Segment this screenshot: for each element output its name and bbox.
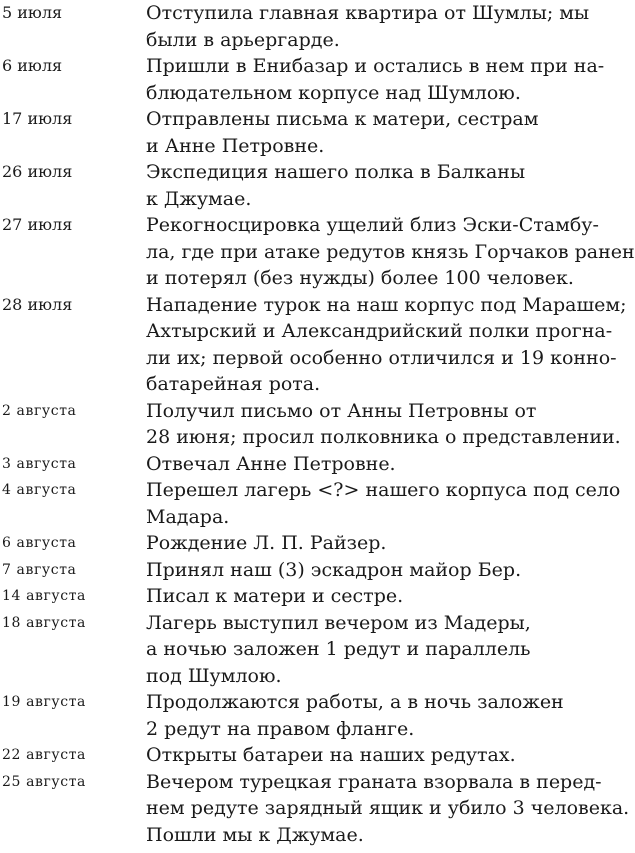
entry-text <box>146 159 582 212</box>
entry-text-line: Отступила главная квартира от Шумлы; мы <box>146 2 590 24</box>
entry-text-line: Лагерь выступил вечером из Мадеры, <box>146 611 531 634</box>
entry-date: 27 июля <box>2 215 73 234</box>
entry-text-line: были в арьергарде. <box>146 28 340 51</box>
entry-date: 22 августа <box>2 747 86 763</box>
entry-text-line: батарейная рота. <box>146 373 321 395</box>
entry-date: 17 июля <box>2 109 73 128</box>
entry-date: 25 августа <box>2 773 86 790</box>
entry-date: 5 июля <box>2 3 63 22</box>
entry-text-line: Пришли в Енибазар и остались в нем при на- <box>146 55 605 77</box>
entry-text <box>146 212 635 292</box>
entry-date: 14 августа <box>2 588 86 604</box>
entry-text <box>146 530 582 557</box>
entry-text-line: Нападение турок на наш корпус под Марашем; <box>146 293 627 316</box>
entry-text <box>146 742 582 769</box>
entry-text <box>146 689 582 742</box>
entry-text-line: ли их; первой особенно отличился и 19 конно- <box>146 346 617 369</box>
entry-date: 2 августа <box>2 402 77 419</box>
entry-date: 3 августа <box>2 455 77 472</box>
entry-text-line: Открыты батареи на наших редутах. <box>146 744 516 766</box>
entry-text-line: к Джумае. <box>146 187 252 210</box>
entry-text <box>146 610 582 690</box>
entry-text <box>146 451 582 478</box>
entry-text-line: ла, где при атаке редутов князь Горчаков ранен <box>146 240 635 263</box>
entry-text-line: Рекогносцировка ущелий близ Эски-Стамбу- <box>146 214 599 236</box>
entry-text-line: Экспедиция нашего полка в Балканы <box>146 161 526 183</box>
entry-text <box>146 53 605 106</box>
entry-text-line: блюдательном корпусе над Шумлою. <box>146 81 521 104</box>
entry-text <box>146 0 590 53</box>
entry-text-line: под Шумлою. <box>146 664 282 687</box>
entry-text-line: Отвечал Анне Петровне. <box>146 452 396 475</box>
entry-date: 6 августа <box>2 535 77 551</box>
entry-date: 28 июля <box>2 294 73 314</box>
entry-text <box>146 557 582 584</box>
entry-text <box>146 477 621 530</box>
entry-text <box>146 398 621 451</box>
entry-text-line: Вечером турецкая граната взорвала в перед- <box>146 770 602 793</box>
entry-text-line: Пошли мы к Джумае. <box>146 823 364 846</box>
entry-date: 6 июля <box>2 56 63 75</box>
entry-text-line: а ночью заложен 1 редут и параллель <box>146 638 531 660</box>
entry-date: 4 августа <box>2 482 77 498</box>
entry-text-line: 28 июня; просил полковника о представлении. <box>146 426 621 448</box>
entry-date: 7 августа <box>2 561 77 578</box>
entry-text <box>146 769 630 849</box>
entry-text <box>146 292 627 398</box>
entry-text-line: Продолжаются работы, а в ночь заложен <box>146 691 564 713</box>
entry-text-line: Перешел лагерь <?> нашего корпуса под село <box>146 479 621 501</box>
entry-text-line: и Анне Петровне. <box>146 134 325 157</box>
entry-date: 26 июля <box>2 162 73 181</box>
entry-text-line: Принял наш (3) эскадрон майор Бер. <box>146 558 522 581</box>
entry-text-line: и потерял (без нужды) более 100 человек. <box>146 267 574 289</box>
entry-text-line: Отправлены письма к матери, сестрам <box>146 108 539 130</box>
entry-text-line: 2 редут на правом фланге. <box>146 717 415 740</box>
entry-text-line: Мадара. <box>146 505 230 528</box>
entry-date: 18 августа <box>2 614 86 631</box>
entry-text-line: Писал к матери и сестре. <box>146 585 404 607</box>
entry-text <box>146 106 582 159</box>
entry-text-line: Ахтырский и Александрийский полки прогна- <box>146 320 613 342</box>
entry-date: 19 августа <box>2 694 86 710</box>
entry-text <box>146 583 582 610</box>
entry-text-line: нем редуте зарядный ящик и убило 3 человека. <box>146 797 630 819</box>
entry-text-line: Получил письмо от Анны Петровны от <box>146 399 537 422</box>
entry-text-line: Рождение Л. П. Райзер. <box>146 532 387 554</box>
